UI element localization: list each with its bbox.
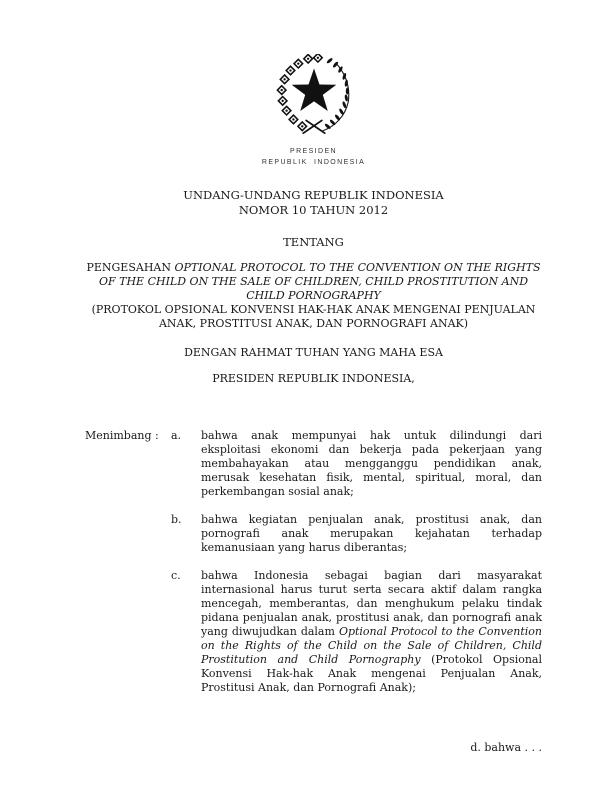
item-text-regular: bahwa kegiatan penjualan anak, prostitusi anak, dan pornografi anak merupakan kejahatan terhadap kemanusiaan yang harus diberantas; — [201, 513, 542, 554]
considering-item-b — [85, 513, 542, 555]
subject-title — [85, 261, 542, 331]
item-text-regular: bahwa Indonesia sebagai bagian dari masyarakat internasional harus turut serta secara aktif dalam rangka mencegah, memberantas, dan menghukum pelaku tindak pidana penjualan anak, prostitusi anak, dan pornografi anak yang diwujudkan dalam — [201, 569, 542, 638]
item-text — [201, 513, 542, 555]
considering-label: Menimbang : — [85, 429, 159, 442]
considering-item-a — [85, 429, 542, 499]
considering-section — [85, 429, 542, 695]
item-text — [201, 569, 542, 695]
presidential-emblem-icon — [85, 54, 542, 134]
item-text-italic: Optional Protocol to the Convention on the Rights of the Child on the Sale of Children, Child Prostitution and Child Pornography — [201, 625, 543, 666]
law-heading-line1: UNDANG-UNDANG REPUBLIK INDONESIA — [183, 188, 444, 202]
item-text-after: (Protokol Opsional Konvensi Hak-hak Anak mengenai Penjualan Anak, Prostitusi Anak, dan Pornografi Anak); — [201, 653, 543, 694]
item-letter: a. — [171, 429, 182, 442]
considering-label-spacer — [85, 569, 171, 695]
letterhead-presiden: PRESIDEN — [290, 148, 337, 155]
item-letter: b. — [171, 513, 182, 526]
subject-title-translation: (PROTOKOL OPSIONAL KONVENSI HAK-HAK ANAK MENGENAI PENJUALAN ANAK, PROSTITUSI ANAK, DAN PORNOGRAFI ANAK) — [91, 303, 536, 330]
page-content — [85, 0, 542, 755]
authority-line: PRESIDEN REPUBLIK INDONESIA, — [212, 372, 415, 385]
tentang-label: TENTANG — [283, 235, 344, 249]
law-heading — [85, 188, 542, 217]
item-letter: c. — [171, 569, 181, 582]
subject-title-main — [85, 261, 542, 303]
catchword: d. bahwa . . . — [470, 741, 542, 754]
considering-label-spacer — [85, 513, 171, 555]
law-number-line: NOMOR 10 TAHUN 2012 — [238, 202, 389, 217]
item-text-regular: bahwa anak mempunyai hak untuk dilindungi dari eksploitasi ekonomi dan bekerja pada pekerjaan yang membahayakan atau mengganggu pendidikan anak, merusak kesehatan fisik, mental, spiritual, moral, dan perkembangan sosial anak; — [201, 429, 542, 498]
item-text — [201, 429, 542, 499]
subject-title-regular: PENGESAHAN — [86, 261, 175, 274]
considering-item-c — [85, 569, 542, 695]
letterhead-republik-indonesia: REPUBLIK INDONESIA — [261, 159, 366, 166]
letterhead — [85, 146, 542, 168]
subject-title-italic: OPTIONAL PROTOCOL TO THE CONVENTION ON THE RIGHTS OF THE CHILD ON THE SALE OF CHILDREN, CHILD PROSTITUTION AND CHILD PORNOGRAPHY — [98, 261, 541, 302]
invocation-line: DENGAN RAHMAT TUHAN YANG MAHA ESA — [184, 346, 443, 359]
